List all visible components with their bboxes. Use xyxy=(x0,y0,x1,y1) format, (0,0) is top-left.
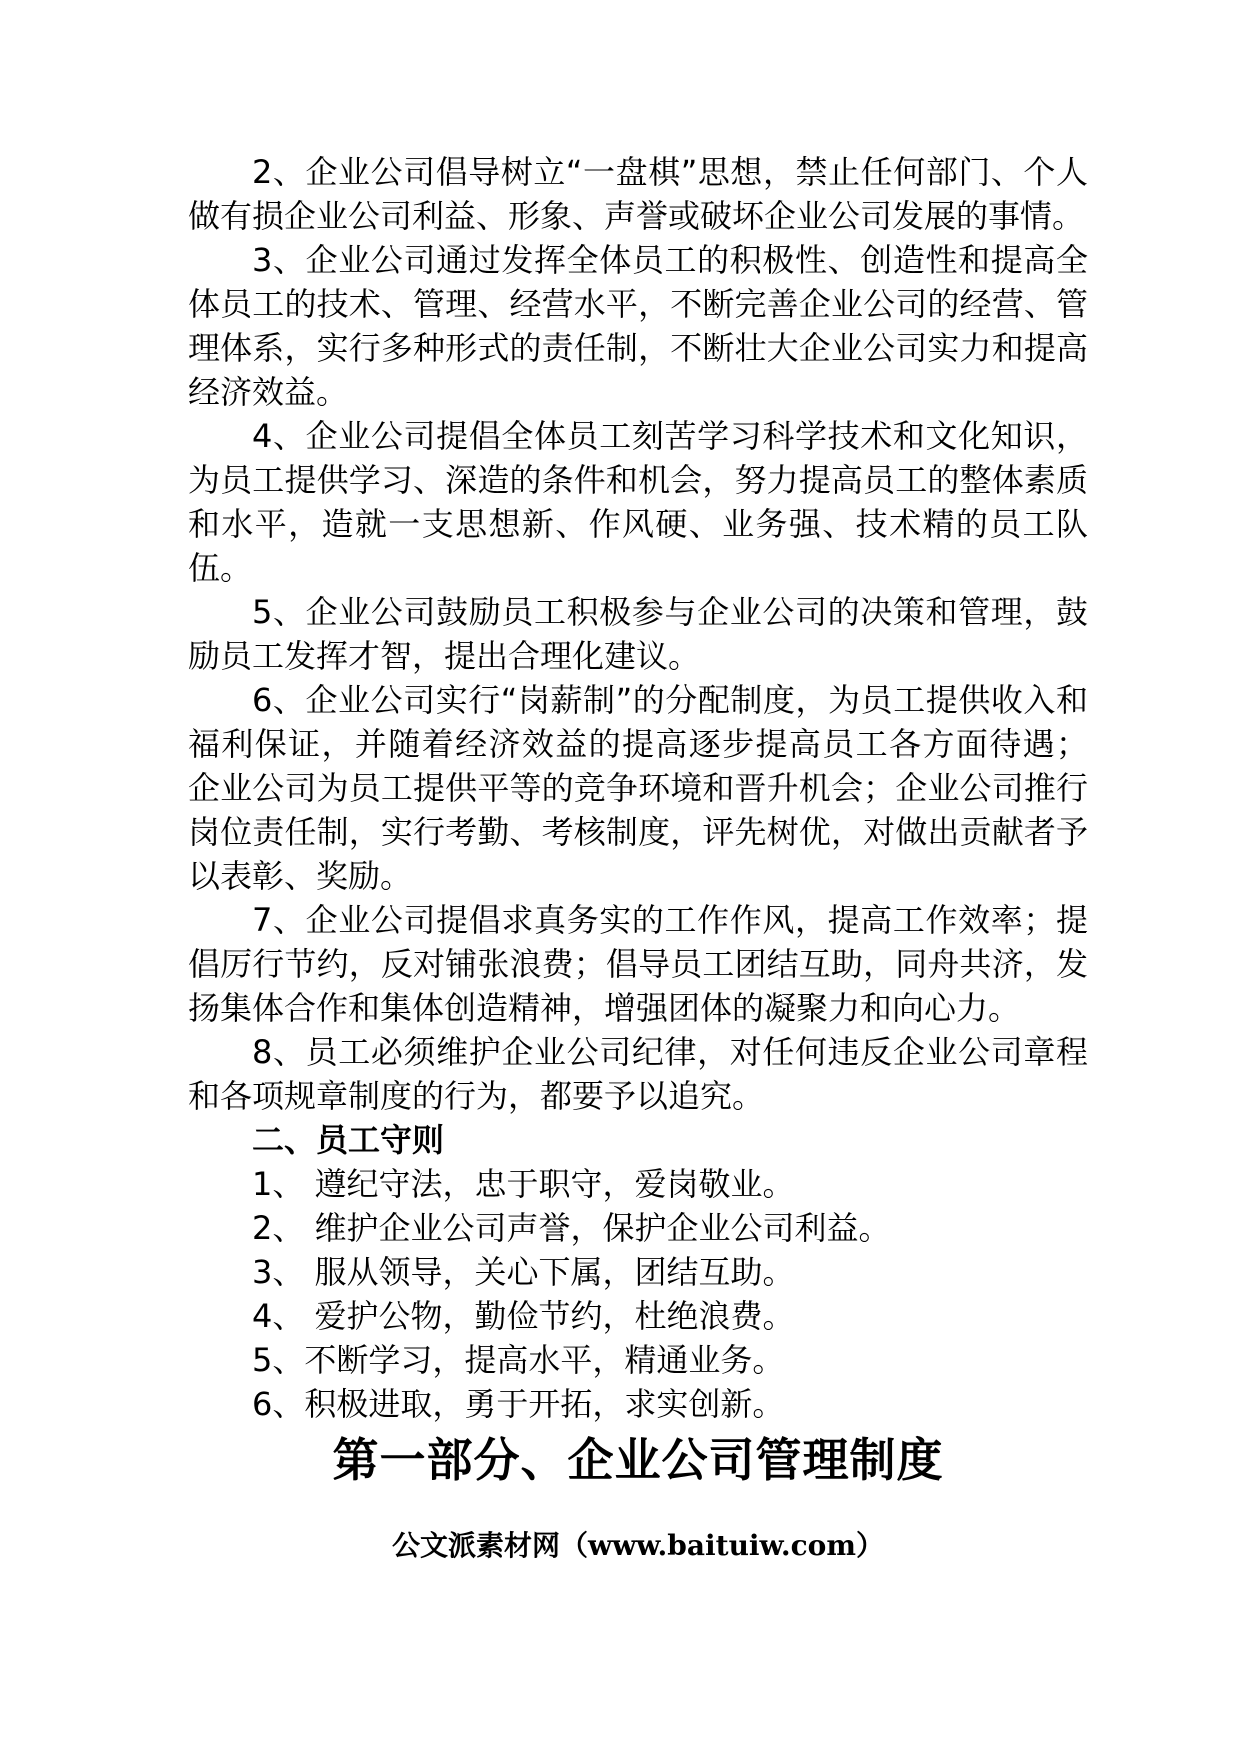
paragraph-4: 4、企业公司提倡全体员工刻苦学习科学技术和文化知识，为员工提供学习、深造的条件和机会，努力提高员工的整体素质和水平，造就一支思想新、作风硬、业务强、技术精的员工队伍。 xyxy=(188,417,1088,587)
paragraph-6: 6、企业公司实行“岗薪制”的分配制度，为员工提供收入和福利保证，并随着经济效益的提高逐步提高员工各方面待遇； 企业公司为员工提供平等的竞争环境和晋升机会；企业公司推行岗位责任制，实行考勤、考核制度，评先树优，对做出贡献者予以表彰、奖励。 xyxy=(188,681,1088,895)
footer-source: 公文派素材网（www.baituiw.com） xyxy=(392,1529,884,1562)
rule-item-6: 6、积极进取，勇于开拓，求实创新。 xyxy=(252,1385,785,1423)
part-title: 第一部分、企业公司管理制度 xyxy=(332,1433,944,1487)
rule-item-4: 4、 爱护公物，勤俭节约，杜绝浪费。 xyxy=(252,1297,795,1335)
section-heading-employee-rules: 二、员工守则 xyxy=(252,1121,445,1159)
rule-item-1: 1、 遵纪守法，忠于职守，爱岗敬业。 xyxy=(252,1165,795,1203)
rule-item-2: 2、 维护企业公司声誉，保护企业公司利益。 xyxy=(252,1209,891,1247)
paragraph-5: 5、企业公司鼓励员工积极参与企业公司的决策和管理，鼓励员工发挥才智，提出合理化建议。 xyxy=(188,593,1088,675)
document-page xyxy=(188,150,1088,1566)
paragraph-8: 8、员工必须维护企业公司纪律，对任何违反企业公司章程和各项规章制度的行为，都要予以追究。 xyxy=(188,1033,1088,1115)
rule-item-5: 5、不断学习，提高水平，精通业务。 xyxy=(252,1341,785,1379)
paragraph-3: 3、企业公司通过发挥全体员工的积极性、创造性和提高全体员工的技术、管理、经营水平，不断完善企业公司的经营、管理体系，实行多种形式的责任制，不断壮大企业公司实力和提高经济效益。 xyxy=(188,241,1088,411)
rule-item-3: 3、 服从领导，关心下属，团结互助。 xyxy=(252,1253,795,1291)
paragraph-2: 2、企业公司倡导树立“一盘棋”思想，禁止任何部门、个人做有损企业公司利益、形象、声誉或破坏企业公司发展的事情。 xyxy=(188,153,1088,235)
paragraph-7: 7、企业公司提倡求真务实的工作作风，提高工作效率；提倡厉行节约，反对铺张浪费；倡导员工团结互助，同舟共济，发扬集体合作和集体创造精神，增强团体的凝聚力和向心力。 xyxy=(188,901,1088,1027)
